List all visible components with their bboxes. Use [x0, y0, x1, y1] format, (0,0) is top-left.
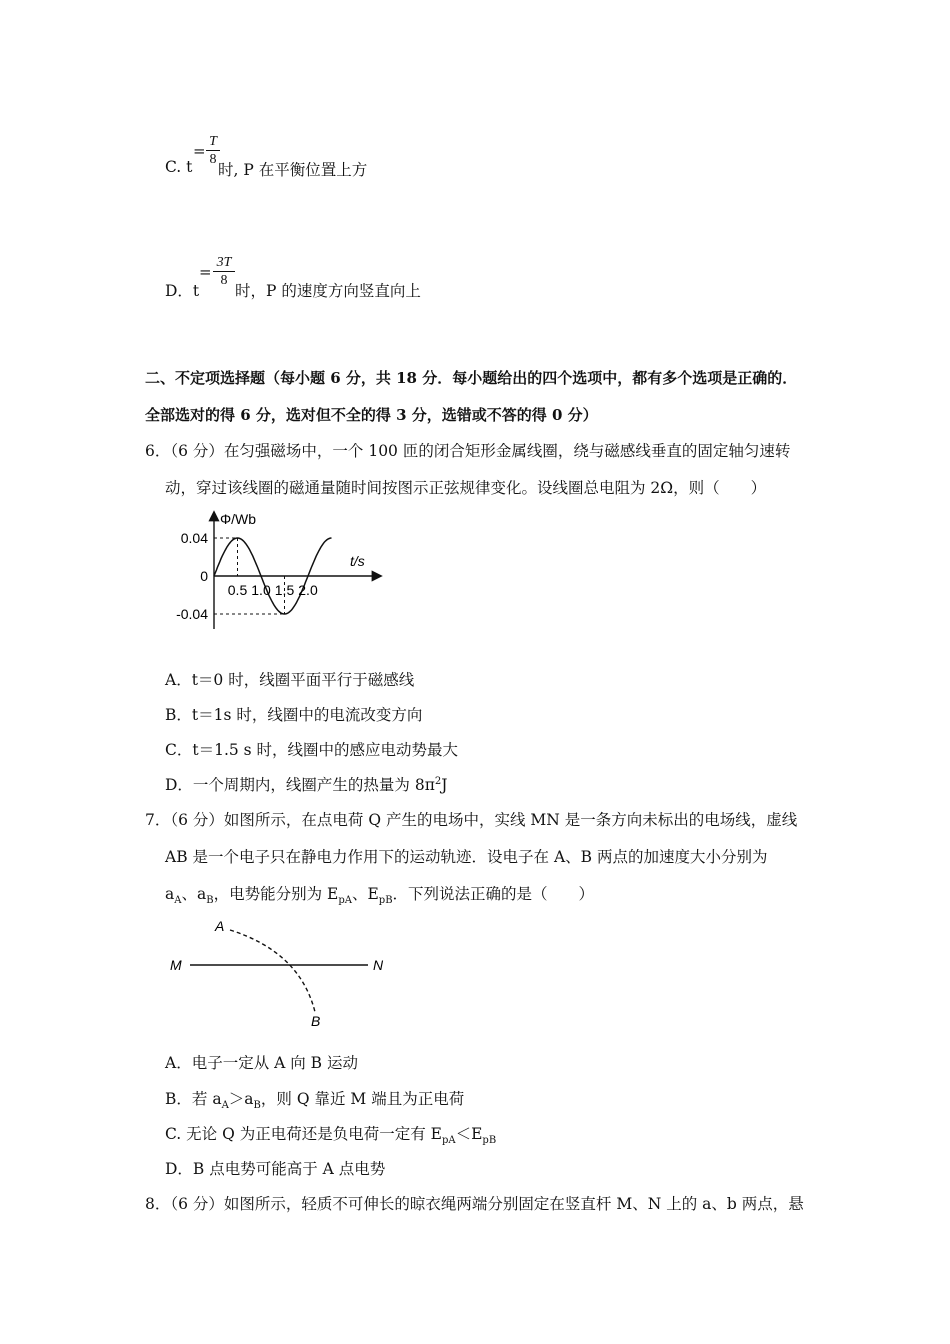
equals-sign: = — [199, 263, 212, 281]
q7-option-c: C. 无论 Q 为正电荷还是负电荷一定有 $E_{pA}<E_{pB}$ — [165, 1125, 497, 1147]
q7-option-b: B．若 $a_A>a_B$，则 Q 靠近 M 端且为正电荷 — [165, 1090, 465, 1112]
q7-stem-line2: AB 是一个电子只在静电力作用下的运动轨迹．设电子在 A、B 两点的加速度大小分别为 — [165, 848, 768, 866]
option-d-label: D．t — [165, 282, 200, 300]
y-tick-label: 0 — [200, 568, 208, 584]
q7-field-line-figure — [160, 912, 400, 1032]
y-tick-label: 0.04 — [180, 530, 208, 546]
point-a-label: A — [215, 918, 225, 934]
q6-option-a: A．t＝0 时，线圈平面平行于磁感线 — [165, 671, 415, 689]
x-tick-label: 2.0 — [298, 582, 318, 598]
x-tick-label: 0.5 — [227, 582, 248, 598]
option-c-label: C. t — [165, 158, 193, 176]
trajectory-ab — [230, 930, 315, 1012]
section-heading-line1: 二、不定项选择题（每小题 6 分，共 18 分．每小题给出的四个选项中，都有多个选项是正确的． — [145, 369, 798, 387]
q6-option-d: D．一个周期内，线圈产生的热量为 $8\pi^2J$ — [165, 775, 448, 794]
q7-option-a: A．电子一定从 A 向 B 运动 — [165, 1054, 358, 1072]
fraction-numerator: 3T — [216, 255, 232, 270]
point-b-label: B — [311, 1013, 321, 1029]
equals-sign: = — [193, 142, 206, 160]
point-n-label: N — [373, 957, 384, 973]
q7-stem-line3: $a_A$、$a_B$，电势能分别为 $E_{pA}$、$E_{pB}$．下列说法正确的是（ ） — [165, 885, 595, 907]
option-c-text: 时, P 在平衡位置上方 — [218, 161, 368, 179]
fraction-numerator: T — [209, 134, 217, 149]
q6-option-b: B．t＝1s 时，线圈中的电流改变方向 — [165, 706, 423, 724]
fraction-denominator: 8 — [209, 152, 217, 167]
y-tick-label: -0.04 — [176, 606, 208, 622]
q6-stem-line1: 6．（6 分）在匀强磁场中，一个 100 匝的闭合矩形金属线圈，绕与磁感线垂直的固定轴匀速转 — [145, 442, 791, 460]
point-m-label: M — [170, 957, 182, 973]
x-tick-label: 1.5 — [274, 582, 295, 598]
section-heading-line2: 全部选对的得 6 分，选对但不全的得 3 分，选错或不答的得 0 分） — [145, 406, 598, 424]
q8-stem-line1: 8．（6 分）如图所示，轻质不可伸长的晾衣绳两端分别固定在竖直杆 M、N 上的 a、b 两点，悬 — [145, 1195, 804, 1213]
q6-flux-chart — [160, 505, 390, 635]
option-d-text: 时，P 的速度方向竖直向上 — [235, 282, 421, 300]
fraction-3t-over-8 — [213, 255, 235, 288]
q6-option-c: C．t＝1.5 s 时，线圈中的感应电动势最大 — [165, 741, 459, 759]
x-tick-label: 1.0 — [251, 582, 271, 598]
q7-option-d: D．B 点电势可能高于 A 点电势 — [165, 1160, 386, 1178]
y-axis-label: Φ/Wb — [220, 511, 257, 527]
fraction-denominator: 8 — [220, 273, 228, 288]
x-axis-label: t/s — [350, 553, 365, 569]
q7-stem-line1: 7．（6 分）如图所示，在点电荷 Q 产生的电场中，实线 MN 是一条方向未标出的电场线，虚线 — [145, 811, 798, 829]
q6-stem-line2: 动，穿过该线圈的磁通量随时间按图示正弦规律变化。设线圈总电阻为 2Ω，则（ ） — [165, 479, 767, 497]
